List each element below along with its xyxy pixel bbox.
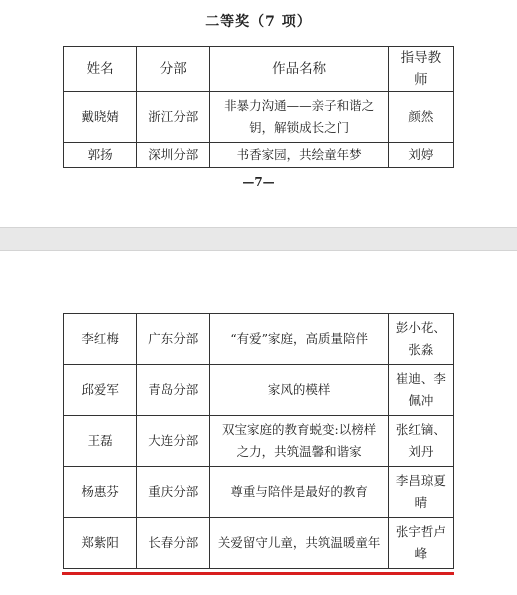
cell-work-title: 尊重与陪伴是最好的教育 [210, 467, 388, 518]
cell-branch: 长春分部 [137, 518, 210, 569]
cell-branch: 浙江分部 [137, 92, 210, 143]
award-table-2 [63, 313, 454, 569]
cell-name: 戴晓婧 [64, 92, 137, 143]
cell-name: 邱爱军 [64, 365, 137, 416]
cell-branch: 重庆分部 [137, 467, 210, 518]
header-name: 姓名 [64, 47, 137, 92]
cell-work-title: 双宝家庭的教育蜕变:以榜样之力，共筑温馨和谐家 [210, 416, 388, 467]
cell-teacher: 李昌琼夏晴 [388, 467, 453, 518]
page-number: —7— [242, 175, 275, 189]
table-row [64, 416, 454, 467]
cell-teacher: 张宇哲卢峰 [388, 518, 453, 569]
cell-name: 杨惠芬 [64, 467, 137, 518]
section-title: 二等奖（7 项） [205, 14, 312, 30]
award-table-1 [63, 46, 454, 168]
cell-work-title: 书香家园，共绘童年梦 [210, 143, 388, 168]
header-teacher: 指导教师 [388, 47, 453, 92]
cell-branch: 大连分部 [137, 416, 210, 467]
table-row [64, 467, 454, 518]
cell-name: 李红梅 [64, 314, 137, 365]
cell-branch: 青岛分部 [137, 365, 210, 416]
header-work-title: 作品名称 [210, 47, 388, 92]
cell-teacher: 彭小花、张淼 [388, 314, 453, 365]
cell-work-title: 家风的模样 [210, 365, 388, 416]
cell-name: 郭扬 [64, 143, 137, 168]
document-page-2 [0, 250, 517, 595]
table-row [64, 365, 454, 416]
table-row [64, 518, 454, 569]
cell-teacher: 颜然 [388, 92, 453, 143]
cell-branch: 广东分部 [137, 314, 210, 365]
cell-teacher: 张红镝、刘丹 [388, 416, 453, 467]
table-row [64, 314, 454, 365]
cell-name: 王磊 [64, 416, 137, 467]
cell-name: 郑紫阳 [64, 518, 137, 569]
red-underline [62, 572, 454, 575]
cell-work-title: “有爱”家庭，高质量陪伴 [210, 314, 388, 365]
cell-work-title: 非暴力沟通——亲子和谐之钥，解锁成长之门 [210, 92, 388, 143]
table-row [64, 92, 454, 143]
header-branch: 分部 [137, 47, 210, 92]
cell-work-title: 关爱留守儿童，共筑温暖童年 [210, 518, 388, 569]
cell-teacher: 刘婷 [388, 143, 453, 168]
document-page-1 [0, 0, 517, 228]
table-row [64, 143, 454, 168]
cell-branch: 深圳分部 [137, 143, 210, 168]
cell-teacher: 崔迪、李佩冲 [388, 365, 453, 416]
table-header-row [64, 47, 454, 92]
